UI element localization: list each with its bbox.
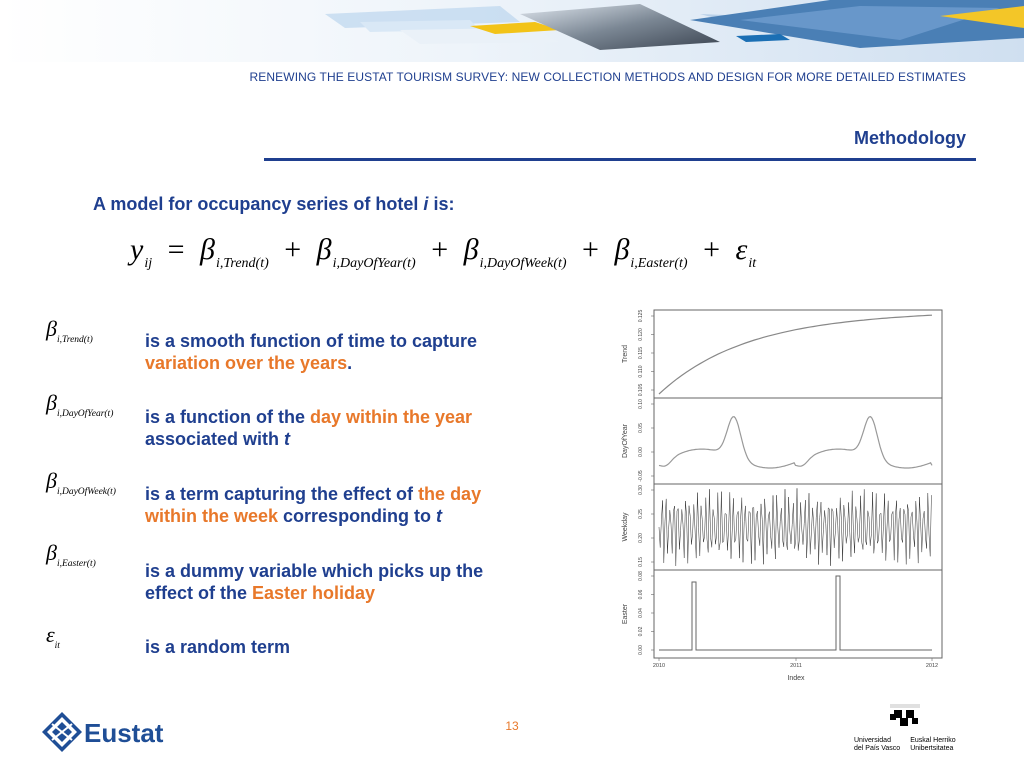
term-desc-dayofyear-var: t	[284, 429, 291, 449]
formula-sub-easter: i,Easter(t)	[630, 256, 688, 271]
term-desc-easter-line1: is a dummy variable which picks up the	[145, 561, 484, 581]
y-tick-label: 0.04	[638, 608, 644, 618]
upv-name-eu	[910, 737, 956, 753]
term-desc-dayofweek-highlight-2: within the week	[145, 506, 279, 526]
term-sub-easter: i,Easter(t)	[56, 559, 96, 569]
term-desc-easter-pre: effect of the	[145, 583, 253, 603]
y-tick-label: 0.05	[638, 423, 644, 433]
formula-lhs: y	[130, 233, 144, 266]
upv-name-es-line2: del País Vasco	[854, 745, 901, 752]
y-tick-label: 0.00	[638, 645, 644, 655]
formula-sub-dayofweek: i,DayOfWeek(t)	[479, 256, 567, 271]
term-desc-dayofyear-pre: is a function of the	[145, 407, 310, 427]
formula-plus-4: +	[703, 233, 720, 266]
term-desc-dayofweek	[145, 483, 481, 527]
term-desc-easter-highlight: Easter holiday	[252, 583, 376, 603]
term-desc-dayofyear-line2: associated with	[145, 429, 285, 449]
title-underline	[264, 158, 976, 161]
upv-ehu-emblem	[846, 702, 966, 732]
term-desc-dayofweek-var: t	[436, 506, 443, 526]
upv-ehu-logo	[846, 702, 966, 753]
term-desc-dayofweek-mid: corresponding to	[278, 506, 437, 526]
term-desc-trend-line1: is a smooth function of time to capture	[145, 331, 478, 351]
term-symbol-dayofweek	[46, 468, 116, 497]
term-sub-trend: i,Trend(t)	[56, 335, 93, 345]
decomposition-chart	[616, 306, 944, 684]
term-sub-epsilon: it	[54, 641, 60, 651]
model-heading	[93, 194, 454, 215]
term-sub-dayofweek: i,DayOfWeek(t)	[56, 487, 116, 497]
term-desc-trend	[145, 330, 477, 374]
y-tick-label: 0.105	[638, 383, 644, 397]
upv-name-eu-line1: Euskal Herriko	[910, 737, 956, 744]
y-tick-label: 0.110	[638, 365, 644, 378]
term-desc-trend-highlight: variation over the years	[145, 353, 348, 373]
panel-ylabel: Trend	[622, 344, 629, 364]
y-tick-label: -0.05	[638, 470, 644, 482]
eustat-logo-graphic	[42, 712, 182, 752]
chart-lines	[651, 310, 942, 661]
term-symbol-easter	[46, 540, 96, 569]
panel-ylabel: DayOfYear	[622, 424, 629, 458]
x-tick-label: 2012	[925, 663, 939, 669]
y-tick-label: 0.125	[638, 309, 644, 323]
term-epsilon: ε	[46, 622, 55, 647]
y-tick-label: 0.30	[638, 485, 644, 495]
section-title: Methodology	[854, 128, 966, 148]
formula-beta-easter: β	[614, 233, 630, 266]
formula-beta-trend: β	[200, 233, 215, 266]
y-tick-label: 0.20	[638, 533, 644, 543]
formula-lhs-sub: ij	[144, 256, 153, 271]
formula-beta-dayofweek: β	[463, 233, 479, 266]
x-axis-label: Index	[787, 675, 805, 682]
weekday-line	[659, 488, 931, 566]
y-tick-label: 0.115	[638, 346, 644, 360]
formula-plus-3: +	[582, 233, 599, 266]
term-sub-dayofyear: i,DayOfYear(t)	[56, 409, 114, 419]
trend-line	[659, 315, 932, 394]
y-tick-label: 0.06	[638, 589, 644, 600]
chart-text	[622, 310, 938, 682]
model-heading-variable: i	[423, 194, 429, 214]
term-desc-easter	[145, 560, 483, 604]
formula-sub-dayofyear: i,DayOfYear(t)	[332, 256, 416, 271]
formula-plus-2: +	[431, 233, 449, 266]
eustat-logo	[42, 712, 182, 757]
y-tick-label: 0.15	[638, 557, 644, 567]
term-desc-trend-tail: .	[347, 353, 353, 373]
upv-name-eu-line2: Unibertsitatea	[910, 745, 954, 752]
panel-frame	[654, 398, 942, 484]
upv-name-es	[854, 737, 900, 753]
model-heading-suffix: is:	[428, 194, 455, 214]
panel-frame	[654, 570, 942, 658]
formula-beta-dayofyear: β	[316, 233, 332, 266]
term-symbol-epsilon	[46, 622, 60, 651]
y-tick-label: 0.08	[638, 571, 644, 581]
easter-line	[659, 576, 932, 650]
presentation-subtitle: RENEWING THE EUSTAT TOURISM SURVEY: NEW COLLECTION METHODS AND DESIGN FOR MORE DETAILED ESTIMATES	[249, 70, 966, 84]
page-number: 13	[505, 719, 519, 733]
formula-equals: =	[167, 233, 185, 266]
panel-ylabel: Weekday	[622, 512, 629, 542]
term-beta-easter: β	[46, 540, 57, 565]
term-desc-epsilon: is a random term	[145, 637, 291, 657]
upv-name-es-line1: Universidad	[854, 737, 891, 744]
y-tick-label: 0.120	[638, 328, 644, 341]
dayofyear-line	[659, 417, 932, 468]
term-symbol-dayofyear	[46, 390, 113, 419]
model-formula	[130, 233, 756, 272]
formula-sub-epsilon: it	[748, 256, 757, 271]
term-beta-dayofyear: β	[46, 390, 57, 415]
y-tick-label: 0.10	[638, 399, 644, 409]
y-tick-label: 0.25	[638, 509, 644, 519]
eustat-logo-text: Eustat	[84, 718, 164, 748]
model-heading-prefix: A model for occupancy series of hotel	[93, 194, 424, 214]
term-desc-dayofyear-highlight: day within the year	[310, 407, 473, 427]
term-desc-dayofweek-pre: is a term capturing the effect of	[145, 484, 419, 504]
term-beta-dayofweek: β	[46, 468, 57, 493]
panel-ylabel: Easter	[622, 603, 629, 625]
formula-plus-1: +	[284, 233, 302, 266]
y-tick-label: 0.02	[638, 626, 644, 637]
term-desc-dayofyear	[145, 406, 472, 450]
panel-frame	[654, 310, 942, 398]
x-tick-label: 2011	[790, 663, 802, 669]
x-tick-label: 2010	[652, 663, 666, 669]
term-symbol-trend	[46, 316, 93, 345]
term-beta-trend: β	[46, 316, 57, 341]
formula-epsilon: ε	[735, 233, 748, 266]
term-desc-dayofweek-highlight-1: the day	[418, 484, 482, 504]
header-banner	[0, 0, 1024, 62]
y-tick-label: 0.00	[638, 447, 644, 457]
formula-sub-trend: i,Trend(t)	[215, 256, 269, 271]
